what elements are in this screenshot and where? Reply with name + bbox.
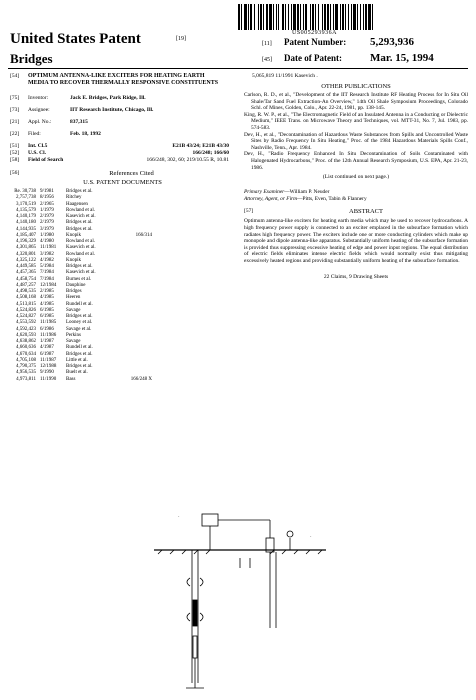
examiner-label: Primary Examiner (244, 189, 285, 196)
us-doc-inventor: Ritchey (66, 195, 82, 201)
us-doc-date: 11/1987 (40, 357, 57, 363)
attorney-label: Attorney, Agent, or Firm (244, 195, 298, 202)
us-doc-inventor: Haagensen (66, 201, 88, 207)
us-doc-num: 4,144,935 (16, 226, 36, 232)
us-doc-date: 6/1987 (40, 351, 54, 357)
filed-block (10, 131, 235, 138)
us-doc-inventor: Bridges (66, 289, 82, 294)
date-of-patent: Mar. 15, 1994 (370, 52, 434, 64)
us-doc-num: 4,973,811 (16, 376, 36, 382)
us-doc-inventor: Savage et al. (66, 326, 92, 332)
us-doc-date: 3/1979 (40, 226, 54, 232)
us-doc-inventor: Bridges et al. (66, 264, 93, 269)
inventor-code: [75] (10, 95, 20, 101)
assignee-block (10, 107, 235, 114)
us-doc-date: 9/1981 (40, 189, 54, 194)
title-code: [54] (10, 73, 20, 79)
us-doc-date: 8/1956 (40, 195, 54, 201)
inventor-name: Jack E. Bridges, Park Ridge, Ill. (70, 95, 146, 101)
us-doc-num: 4,140,180 (16, 220, 36, 226)
us-doc-num: 4,638,862 (16, 339, 36, 344)
date-label: Date of Patent: (284, 53, 342, 63)
attorney-name: Pitts, Even, Tabin & Flannery (302, 195, 367, 202)
uscl-value: 166/248; 166/60 (192, 150, 229, 156)
field-code: [58] (10, 157, 20, 163)
us-doc-inventor: Bridges et al. (66, 189, 93, 194)
intcl-label: Int. Cl.5 (28, 143, 48, 149)
us-doc-date: 4/1985 (40, 301, 54, 307)
filed-code: [22] (10, 131, 20, 137)
abstract-heading: ABSTRACT (349, 208, 383, 216)
abstract-heading-row (244, 208, 468, 215)
us-doc-num: 4,140,179 (16, 214, 36, 219)
us-doc-num: 4,196,329 (16, 239, 36, 244)
publications-list (244, 92, 468, 171)
us-docs-heading: U.S. PATENT DOCUMENTS (83, 179, 162, 186)
us-doc-cls: 166/314 (135, 232, 152, 238)
field-label: Field of Search (28, 157, 64, 163)
us-doc-num: 2,757,738 (16, 195, 36, 201)
header-rule (8, 68, 468, 69)
us-doc-inventor: Dauphine (66, 282, 86, 288)
us-doc-date: 12/1988 (40, 364, 57, 369)
us-doc-inventor: Buelt et al. (66, 370, 88, 376)
appl-code: [21] (10, 119, 20, 125)
us-doc-inventor: Little et al. (66, 357, 88, 363)
us-doc-date: 12/1984 (40, 282, 57, 288)
us-doc-inventor: Savage (66, 307, 81, 313)
barcode (238, 4, 466, 30)
field-value: 166/248, 302, 60; 219/10.55 R, 10.81 (146, 157, 229, 163)
assignee-label: Assignee: (28, 107, 50, 113)
us-doc-cls: 166/248 X (130, 376, 152, 382)
barcode-number: US005293936A (292, 30, 338, 36)
us-doc-num: 4,135,579 (16, 207, 36, 213)
us-doc-inventor: Bridges et al. (66, 351, 93, 357)
us-doc-inventor: Kasevich et al. (66, 214, 96, 219)
us-doc-date: 11/1990 (40, 376, 57, 382)
us-doc-num: 4,524,827 (16, 314, 36, 319)
date-code: [45] (262, 57, 272, 63)
patent-drawing (150, 508, 330, 694)
refs-code: [56] (10, 170, 20, 176)
us-doc-inventor: Savage (66, 339, 81, 344)
appl-number: 837,315 (70, 119, 88, 125)
patent-number-code: [11] (262, 41, 272, 47)
field-block (10, 157, 235, 164)
us-docs-table (10, 189, 235, 383)
patent-number-label: Patent Number: (284, 37, 347, 47)
us-doc-inventor: Rundell et al. (66, 345, 93, 351)
us-doc-num: 4,790,375 (16, 364, 36, 369)
us-doc-num: 4,457,365 (16, 270, 36, 276)
title-ref-code: [19] (176, 36, 186, 42)
us-doc-num: 4,620,593 (16, 332, 36, 338)
us-doc-num: 4,508,168 (16, 295, 36, 301)
us-doc-date: 4/1987 (40, 345, 54, 351)
us-doc-date: 2/1979 (40, 220, 54, 226)
us-doc-inventor: Bridges et al. (66, 226, 93, 232)
abstract-text: Optimum antenna-like exciters for heating earth media which may be used to recover hydrocarbons. A high frequency power supply is connected to an exciter emplaced in the subsurface formation which radiates high frequency power. The exciters include one or more conducting cylinders which make up monopole and dipole antenna-like apparatus. Substantially uniform heating of the subsurface formation is provided thus suppressing excessive heating of edge and power input regions. The equal distribution of electric fields eliminates intense electric fields which would normally exist thus mitigating excessively heated regions and providing substantially uniform heating of the subsurface formation. (244, 218, 468, 264)
us-doc-inventor: Bridges et al. (66, 220, 93, 226)
filed-label: Filed: (28, 131, 41, 137)
us-doc-inventor: Kasevich et al. (66, 245, 96, 251)
claims-count: 22 Claims, 9 Drawing Sheets (323, 274, 389, 281)
us-doc-num: 4,553,592 (16, 320, 36, 326)
us-doc-num: 4,513,815 (16, 301, 36, 307)
invention-title: OPTIMUM ANTENNA-LIKE EXCITERS FOR HEATING EARTH MEDIA TO RECOVER THERMALLY RESPONSIVE CONSTITUENTS (28, 73, 219, 86)
svg-text:·: · (310, 535, 312, 540)
patent-number: 5,293,936 (370, 36, 414, 48)
us-doc-date: 6/1986 (40, 326, 54, 332)
us-doc-num: 4,458,754 (16, 276, 36, 282)
inventor-label: Inventor: (28, 95, 49, 101)
us-doc-inventor: Bridges et al. (66, 314, 93, 319)
abstract-code: [57] (244, 208, 254, 215)
us-doc-num: 4,301,865 (16, 245, 36, 251)
us-doc-date: 1/1987 (40, 339, 54, 344)
us-doc-inventor: Knopik (66, 232, 81, 238)
us-doc-num: 4,185,407 (16, 232, 36, 238)
us-doc-date: 4/1982 (40, 257, 54, 263)
us-doc-date: 1/1980 (40, 232, 54, 238)
us-doc-num: 4,670,634 (16, 351, 36, 357)
other-publications-heading: OTHER PUBLICATIONS (321, 83, 391, 90)
us-doc-num: 4,449,585 (16, 264, 36, 269)
inventor-block (10, 95, 235, 102)
us-doc-num: 4,524,826 (16, 307, 36, 313)
us-doc-num: 3,170,519 (16, 201, 36, 207)
us-doc-num: Re. 30,738 (14, 189, 36, 194)
us-doc-inventor: Knopik (66, 257, 81, 263)
us-doc-inventor: Bass (66, 376, 76, 382)
right-column (244, 73, 468, 281)
us-doc-num: 4,498,535 (16, 289, 36, 294)
us-doc-date: 2/1979 (40, 214, 54, 219)
us-doc-num: 4,325,122 (16, 257, 36, 263)
us-doc-date: 5/1984 (40, 264, 54, 269)
uscl-block (10, 150, 235, 157)
filed-date: Feb. 18, 1992 (70, 131, 101, 137)
us-doc-inventor: Rowland et al. (66, 239, 96, 244)
left-column (10, 73, 235, 383)
us-doc-date: 3/1982 (40, 251, 54, 257)
intcl-block (10, 143, 235, 150)
us-doc-date: 4/1980 (40, 239, 54, 244)
svg-text:·: · (178, 515, 180, 520)
us-doc-inventor: Heeren (66, 295, 81, 301)
us-doc-date: 2/1965 (40, 201, 54, 207)
us-doc-num: 4,320,801 (16, 251, 36, 257)
publication-entry: King, R. W. P., et al., "The Electromagnetic Field of an Insulated Antenna in a Conducting or Dielectric Medium," IEEE Trans. on Microwave Theory and Techniques, vol. MTT-31, No. 7, Jul. 1983, pp. 574-583. (244, 111, 468, 131)
us-doc-date: 7/1984 (40, 276, 54, 282)
us-doc-num: 4,660,636 (16, 345, 36, 351)
us-doc-row (10, 377, 235, 383)
attorney-line: Attorney, Agent, or Firm—Pitts, Even, Tabin & Flannery (244, 195, 367, 202)
assignee-name: IIT Research Institute, Chicago, Ill. (70, 107, 154, 113)
uscl-code: [52] (10, 150, 20, 156)
inventor-surname: Bridges (10, 51, 53, 66)
appl-block (10, 119, 235, 126)
us-doc-date: 7/1984 (40, 270, 54, 276)
us-doc-inventor: Looney et al. (66, 320, 93, 326)
examiner-line: Primary Examiner—William P. Neuder (244, 189, 330, 196)
title-block (10, 73, 235, 87)
us-doc-date: 11/1981 (40, 245, 57, 251)
patent-number-row (262, 36, 414, 48)
us-doc-date: 6/1985 (40, 314, 54, 319)
us-doc-date: 6/1985 (40, 307, 54, 313)
date-of-patent-row (262, 52, 434, 64)
refs-heading: References Cited (109, 170, 154, 177)
publication-entry: Dev, H., et al., "Decontamination of Hazardous Waste Substances from Spills and Uncontrolled Waste Sites by Radio Frequency In Situ Heating," Proc. of the 1984 Hazardous Materials Spills Conf., Nashville, Tenn., Apr. 1984. (244, 131, 468, 151)
us-doc-date: 2/1985 (40, 289, 54, 294)
us-doc-num: 4,487,257 (16, 282, 36, 288)
top-reference: 5,065,819 11/1991 Kasevich . (252, 73, 318, 79)
publication-entry: Dev, H., "Radio Frequency Enhanced In Situ Decontamination of Soils Contaminated with Halogenated Hydrocarbons," Proc. of the 12th Annual Research Symposium, U.S. EPA, Apr. 21-23, 1986. (244, 151, 468, 171)
barcode-bar (373, 4, 375, 30)
us-doc-inventor: Perkins (66, 332, 81, 338)
appl-label: Appl. No.: (28, 119, 52, 125)
assignee-code: [73] (10, 107, 20, 113)
us-doc-date: 4/1985 (40, 295, 54, 301)
us-doc-num: 4,705,108 (16, 357, 36, 363)
refs-block (10, 170, 235, 177)
patent-header-title: United States Patent (10, 31, 141, 47)
us-doc-date: 9/1990 (40, 370, 54, 376)
uscl-label: U.S. Cl. (28, 150, 47, 156)
list-continued: (List continued on next page.) (322, 174, 390, 181)
intcl-value: E21B 43/24; E21B 43/30 (172, 143, 229, 149)
us-doc-inventor: Rowland et al. (66, 251, 96, 257)
publication-entry: Carlson, R. D., et al., "Development of the IIT Research Institute RF Heating Process for In Situ Oil Shale/Tar Sand Fuel Extraction-An Overview," 14th Oil Shale Symposium Proceedings, Colorado Schl. of Mines, Golden, Colo., Apr. 22-24, 1981, pp. 138-145. (244, 92, 468, 112)
us-doc-inventor: Rowland et al. (66, 207, 96, 213)
us-doc-inventor: Kasevich et al. (66, 270, 96, 276)
examiner-name: William P. Neuder (289, 189, 330, 196)
us-doc-num: 4,592,423 (16, 326, 36, 332)
us-doc-date: 1/1979 (40, 207, 54, 213)
us-doc-date: 11/1986 (40, 332, 57, 338)
us-doc-date: 11/1985 (40, 320, 57, 326)
us-doc-inventor: Burnes et al. (66, 276, 92, 282)
us-doc-inventor: Bridges et al. (66, 364, 93, 369)
us-doc-inventor: Rundell et al. (66, 301, 93, 307)
intcl-code: [51] (10, 143, 20, 149)
us-doc-num: 4,956,535 (16, 370, 36, 376)
